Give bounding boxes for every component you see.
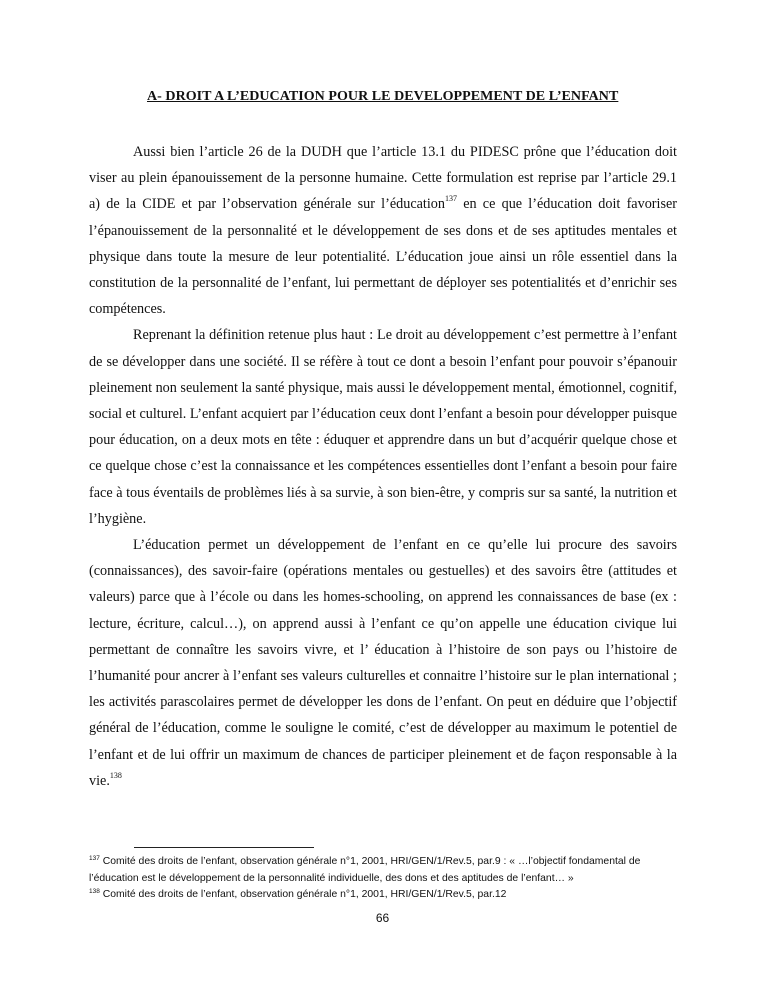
page-number: 66 [375,911,390,925]
body-text [89,139,677,794]
footnotes [89,854,681,904]
footnote-138 [89,887,681,904]
footnote-137 [89,854,681,887]
paragraph-3 [89,532,677,794]
footnote-separator [134,847,314,848]
paragraph-3-text: L’éducation permet un développement de l’enfant en ce qu’elle lui procure des savoirs (connaissances), des savoir-faire (opérations mentales ou gestuelles) et des savoirs être (attitudes et valeurs) parce que à l’école ou dans les homes-schooling, on apprend les connaissances de base (ex : lecture, écriture, calcul…), on apprend aussi à l’enfant ce qu’on appelle une éducation civique lui permettant de connaître les savoirs vivre, et l’ éducation à l’histoire de son pays ou l’histoire de l’humanité pour ancrer à l’enfant ses valeurs culturelles et connaitre l’histoire sur le plan international ; les activités parascolaires permet de développer les dons de l’enfant. On peut en déduire que l’objectif général de l’éducation, comme le souligne le comité, c’est de développer au maximum le potentiel de l’enfant et de lui offrir un maximum de chances de participer pleinement et de façon responsable à la vie. [89,537,677,789]
footnote-text: Comité des droits de l’enfant, observation générale n°1, 2001, HRI/GEN/1/Rev.5, par.12 [99,889,507,900]
footnote-number: 137 [89,855,100,862]
footnote-ref-138[interactable]: 138 [109,770,122,780]
paragraph-2: Reprenant la définition retenue plus haut : Le droit au développement c’est permettre à l’enfant de se développer dans une société. Il se réfère à tout ce dont a besoin l’enfant pour pouvoir s’épanouir pleinement non seulement la santé physique, mais aussi le développement mental, émotionnel, cognitif, social et culturel. L’enfant acquiert par l’éducation ceux dont l’enfant a besoin pour développer puisque pour éducation, on a deux mots en tête : éduquer et apprendre dans un but d’acquérir quelque chose et ce quelque chose c’est la connaissance et les compétences essentielles dont l’enfant a besoin pour faire face à tous éventails de problèmes liés à sa survie, à son bien-être, y compris sur sa santé, la nutrition et l’hygiène. [89,327,677,527]
paragraph-1 [89,139,677,322]
section-heading: A- DROIT A L’EDUCATION POUR LE DEVELOPPEMENT DE L’ENFANT [147,89,619,104]
paragraph-1-text-before: Aussi bien l’article 26 de la DUDH que l’article 13.1 du PIDESC prône que l’éducation doit viser au plein épanouissement de la personne humaine. Cette formulation est reprise par l’article 29.1 a) de la CIDE et par l’observation générale sur l’éducation [89,144,677,213]
footnote-number: 138 [89,888,100,895]
footnote-text: Comité des droits de l’enfant, observation générale n°1, 2001, HRI/GEN/1/Rev.5, par.9 : « …l’objectif fondamental de l’éducation est le développement de la personnalité individuelle, des dons et des aptitudes de l’enfant… » [89,856,641,884]
paragraph-1-text-after: en ce que l’éducation doit favoriser l’épanouissement de la personnalité et le développement de ses dons et de ses aptitudes mentales et physique dans toute la mesure de leur potentialité. L’éducation joue ainsi un rôle essentiel dans la constitution de la personnalité de l’enfant, lui permettant de déployer ses potentialités et d’enrichir ses compétences. [89,196,677,318]
footnote-ref-137[interactable]: 137 [445,194,457,204]
